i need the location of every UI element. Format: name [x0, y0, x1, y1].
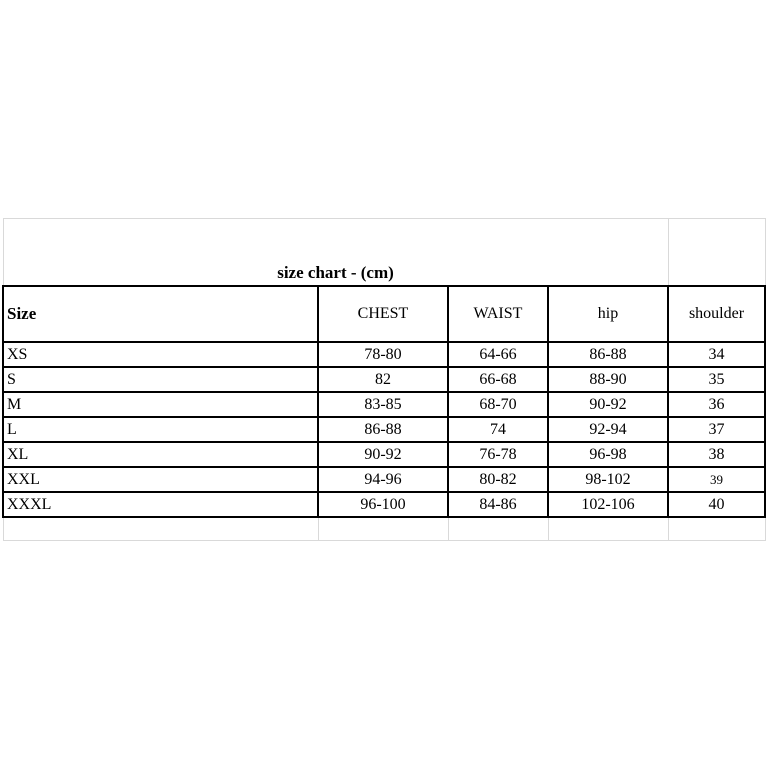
column-header-chest: CHEST: [318, 286, 448, 342]
column-header-waist: WAIST: [448, 286, 548, 342]
table-row-l: [3, 417, 765, 442]
cell-chest: 94-96: [318, 467, 448, 492]
table-title: size chart - (cm): [3, 219, 668, 287]
empty-cell: [668, 517, 765, 541]
cell-shoulder: 36: [668, 392, 765, 417]
cell-hip: 92-94: [548, 417, 668, 442]
header-row: [3, 286, 765, 342]
title-row: [3, 219, 765, 287]
empty-cell: [668, 219, 765, 287]
empty-cell: [318, 517, 448, 541]
cell-hip: 96-98: [548, 442, 668, 467]
size-chart-table: [2, 218, 766, 541]
cell-shoulder: 40: [668, 492, 765, 517]
table-row-xxxl: [3, 492, 765, 517]
column-header-shoulder: shoulder: [668, 286, 765, 342]
cell-shoulder: 37: [668, 417, 765, 442]
empty-row: [3, 517, 765, 541]
cell-waist: 66-68: [448, 367, 548, 392]
cell-waist: 64-66: [448, 342, 548, 367]
cell-size: XXXL: [3, 492, 318, 517]
table-row-xxl: [3, 467, 765, 492]
cell-chest: 90-92: [318, 442, 448, 467]
cell-size: XXL: [3, 467, 318, 492]
column-header-hip: hip: [548, 286, 668, 342]
empty-cell: [3, 517, 318, 541]
table-row-xs: [3, 342, 765, 367]
table-row-m: [3, 392, 765, 417]
cell-size: M: [3, 392, 318, 417]
cell-hip: 86-88: [548, 342, 668, 367]
cell-hip: 88-90: [548, 367, 668, 392]
cell-hip: 98-102: [548, 467, 668, 492]
cell-shoulder: 38: [668, 442, 765, 467]
cell-hip: 90-92: [548, 392, 668, 417]
empty-cell: [448, 517, 548, 541]
cell-shoulder: 35: [668, 367, 765, 392]
column-header-size: Size: [3, 286, 318, 342]
cell-chest: 82: [318, 367, 448, 392]
cell-chest: 86-88: [318, 417, 448, 442]
size-chart: [2, 218, 764, 541]
cell-chest: 83-85: [318, 392, 448, 417]
cell-waist: 84-86: [448, 492, 548, 517]
cell-hip: 102-106: [548, 492, 668, 517]
empty-cell: [548, 517, 668, 541]
cell-shoulder: 34: [668, 342, 765, 367]
cell-waist: 68-70: [448, 392, 548, 417]
table-row-xl: [3, 442, 765, 467]
cell-chest: 96-100: [318, 492, 448, 517]
cell-waist: 74: [448, 417, 548, 442]
cell-waist: 80-82: [448, 467, 548, 492]
table-row-s: [3, 367, 765, 392]
cell-size: L: [3, 417, 318, 442]
cell-chest: 78-80: [318, 342, 448, 367]
cell-shoulder: 39: [668, 467, 765, 492]
cell-size: XS: [3, 342, 318, 367]
cell-size: S: [3, 367, 318, 392]
cell-size: XL: [3, 442, 318, 467]
cell-waist: 76-78: [448, 442, 548, 467]
